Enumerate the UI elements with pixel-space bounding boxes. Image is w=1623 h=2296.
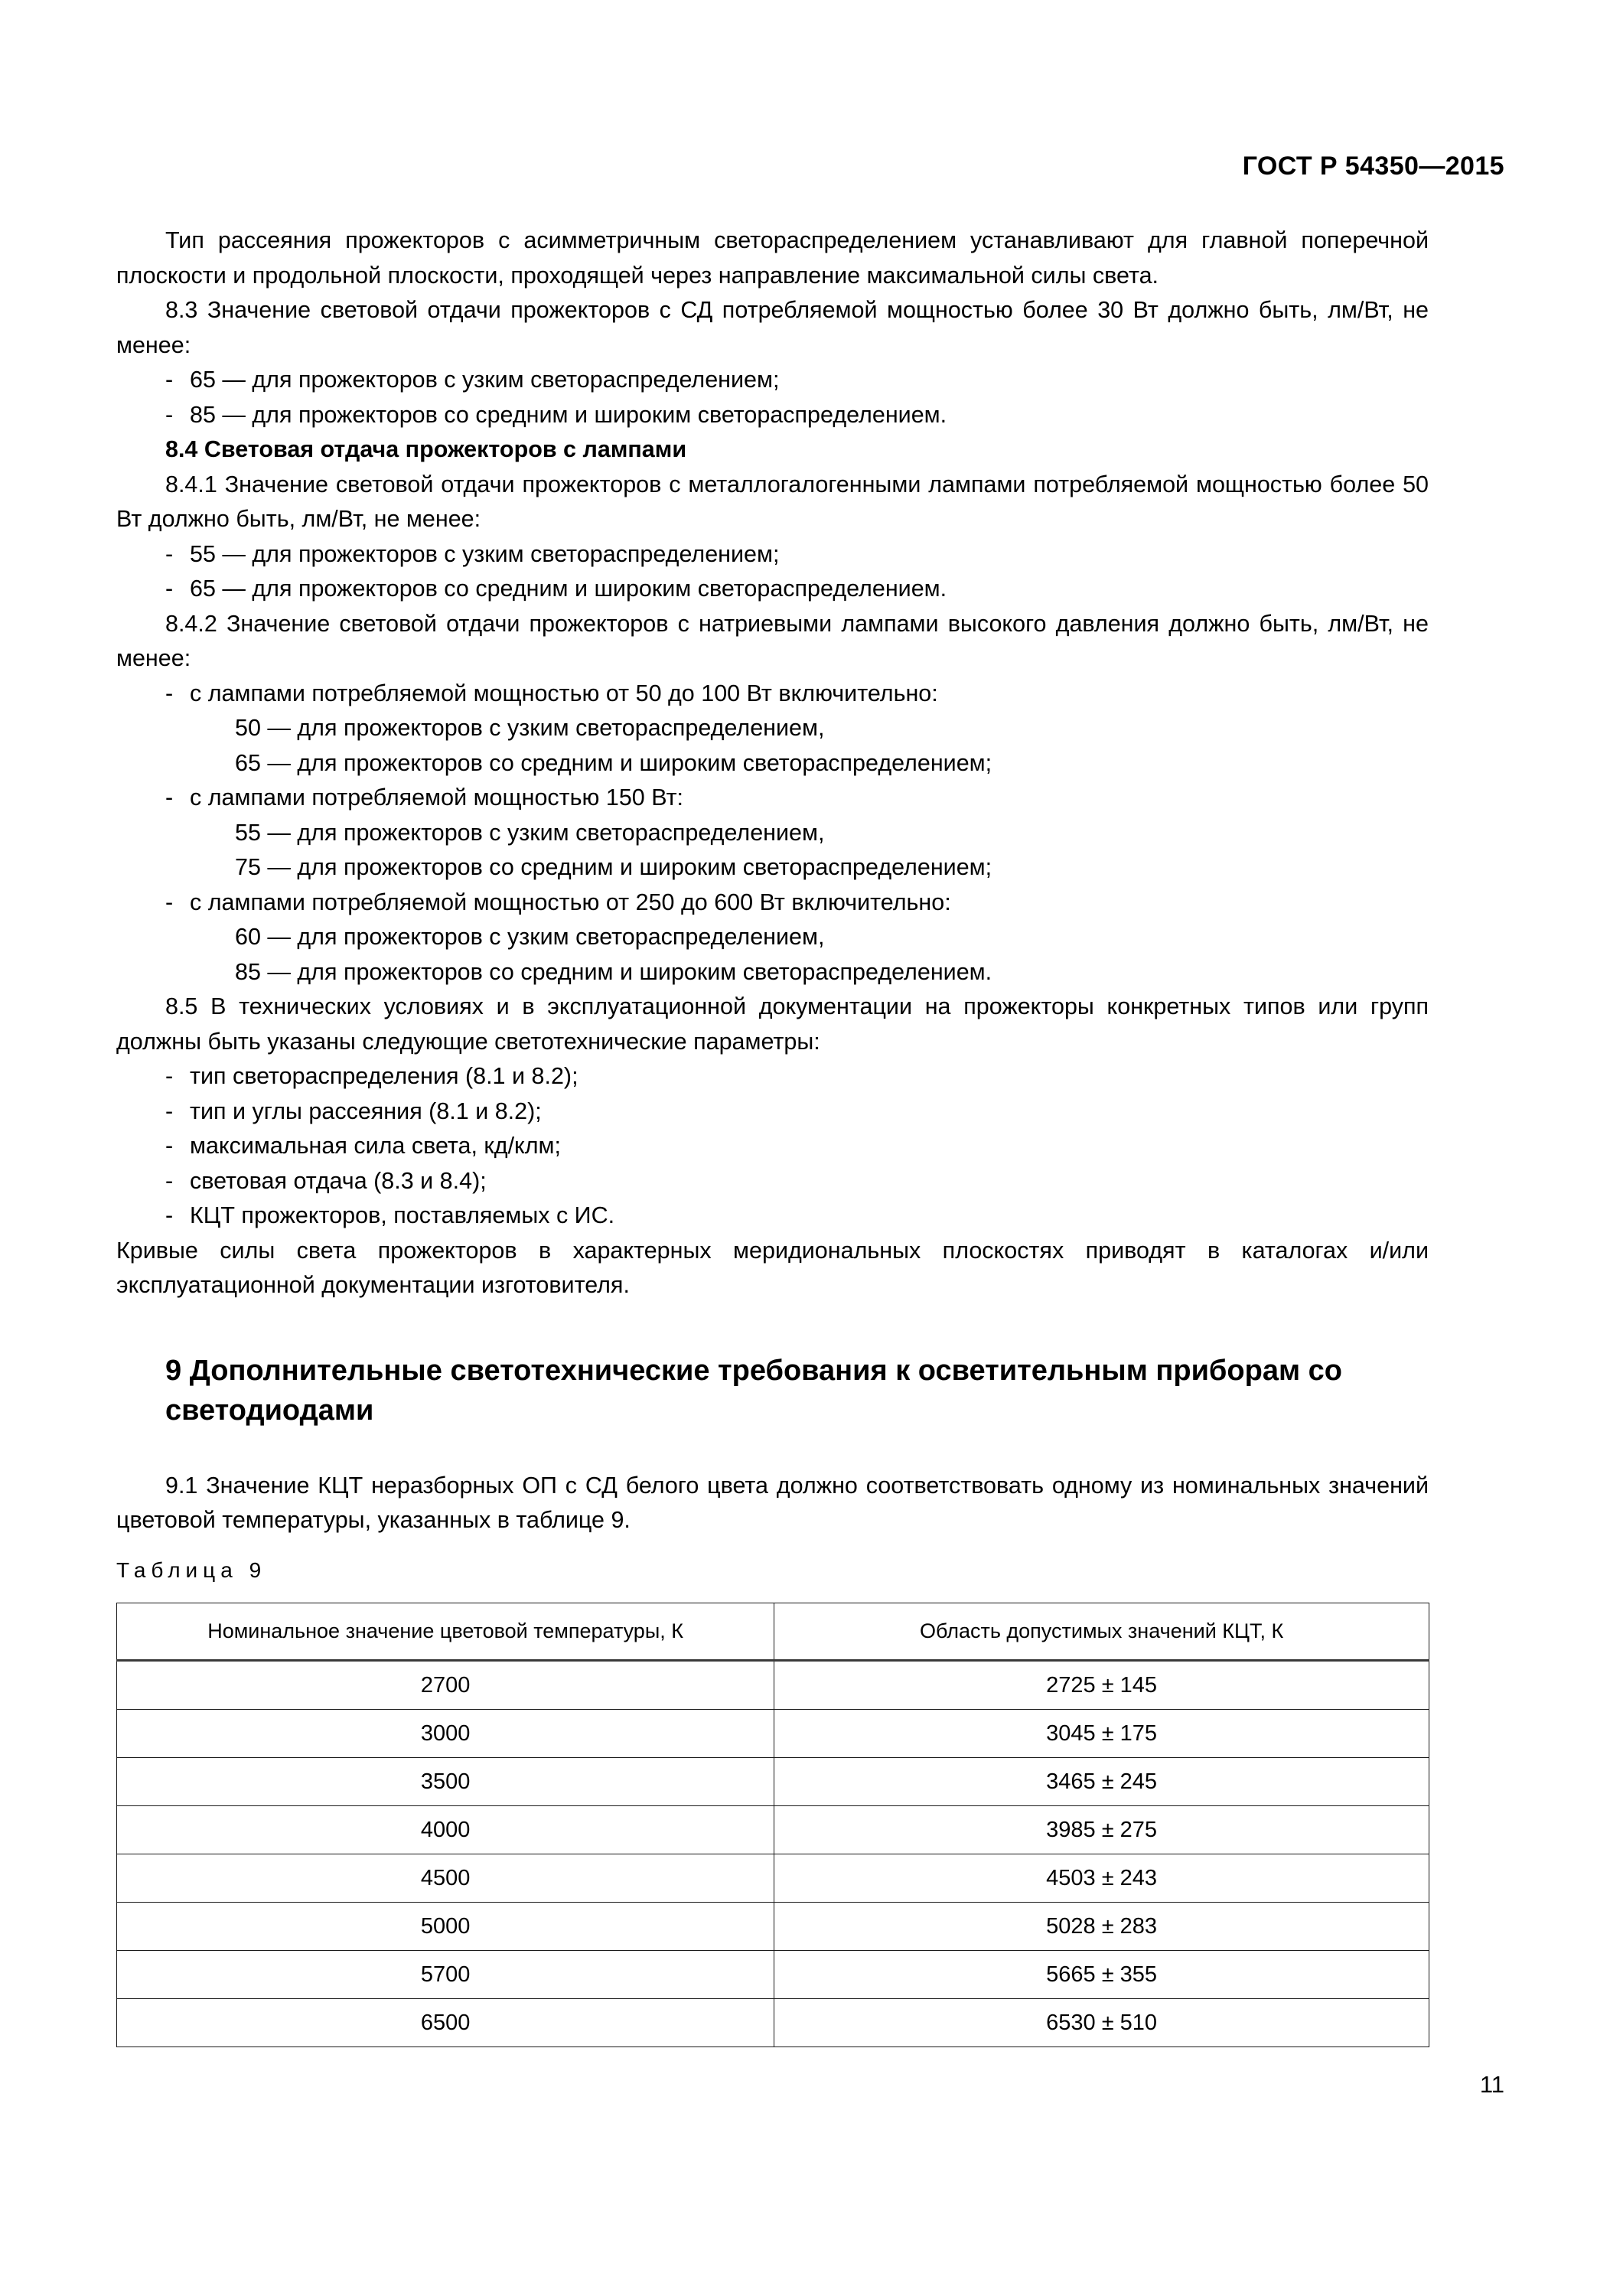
table-cell-range: 6530 ± 510 bbox=[774, 1999, 1429, 2047]
list-item bbox=[116, 572, 1429, 607]
paragraph-8-5: 8.5 В технических условиях и в эксплуатационной документации на прожекторы конкретных типов или групп должны быть указаны следующие светотехнические параметры: bbox=[116, 993, 1429, 1055]
table-column-header-nominal-cct: Номинальное значение цветовой температуры, К bbox=[117, 1603, 774, 1661]
sub-list-item: 60 — для прожекторов с узким светораспределением, bbox=[235, 924, 825, 950]
table-cell-nominal: 3000 bbox=[117, 1710, 774, 1758]
dash-marker: - bbox=[165, 367, 174, 393]
list-8-4-1 bbox=[116, 537, 1429, 607]
list-8-3 bbox=[116, 363, 1429, 432]
table-header-row bbox=[117, 1603, 1429, 1661]
list-item-label: 65 — для прожекторов со средним и широким светораспределением. bbox=[190, 576, 947, 602]
table-cell-range: 3985 ± 275 bbox=[774, 1806, 1429, 1854]
list-item bbox=[116, 781, 1429, 816]
table-cell-nominal: 2700 bbox=[117, 1661, 774, 1710]
table-column-header-allowed-range: Область допустимых значений КЦТ, К bbox=[774, 1603, 1429, 1661]
list-8-4-2 bbox=[116, 677, 1429, 990]
list-item-label: 55 — для прожекторов с узким светораспределением; bbox=[190, 540, 780, 567]
list-item bbox=[116, 1129, 1429, 1164]
paragraph-8-4-1: 8.4.1 Значение световой отдачи прожекторов с металлогалогенными лампами потребляемой мощностью более 50 Вт должно быть, лм/Вт, не менее: bbox=[116, 471, 1429, 532]
table-cell-range: 4503 ± 243 bbox=[774, 1854, 1429, 1903]
sub-list-item: 65 — для прожекторов со средним и широким светораспределением; bbox=[235, 749, 992, 776]
table-cell-nominal: 6500 bbox=[117, 1999, 774, 2047]
list-item bbox=[116, 1094, 1429, 1130]
dash-marker: - bbox=[165, 784, 174, 810]
list-item bbox=[116, 1164, 1429, 1199]
list-item-label: с лампами потребляемой мощностью от 250 до 600 Вт включительно: bbox=[190, 889, 951, 915]
dash-marker: - bbox=[165, 1063, 174, 1089]
paragraph-8-3: 8.3 Значение световой отдачи прожекторов с СД потребляемой мощностью более 30 Вт должно быть, лм/Вт, не менее: bbox=[116, 297, 1429, 358]
table-cell-range: 5028 ± 283 bbox=[774, 1903, 1429, 1951]
list-item-label: КЦТ прожекторов, поставляемых с ИС. bbox=[190, 1202, 615, 1228]
list-item-label: с лампами потребляемой мощностью 150 Вт: bbox=[190, 784, 684, 810]
table-cell-nominal: 5000 bbox=[117, 1903, 774, 1951]
list-item-label: максимальная сила света, кд/клм; bbox=[190, 1133, 561, 1159]
dash-marker: - bbox=[165, 680, 174, 706]
table-row bbox=[117, 1806, 1429, 1854]
paragraph-8-4-2: 8.4.2 Значение световой отдачи прожекторов с натриевыми лампами высокого давления должно быть, лм/Вт, не менее: bbox=[116, 610, 1429, 671]
list-item bbox=[116, 363, 1429, 398]
table-row bbox=[117, 1999, 1429, 2047]
paragraph-light-curves: Кривые силы света прожекторов в характерных меридиональных плоскостях приводят в каталогах и/или эксплуатационной документации изготовителя. bbox=[116, 1237, 1429, 1298]
table-row bbox=[117, 1710, 1429, 1758]
dash-marker: - bbox=[165, 1167, 174, 1194]
list-item bbox=[116, 1059, 1429, 1094]
table-9 bbox=[116, 1603, 1429, 2047]
table-cell-nominal: 4500 bbox=[117, 1854, 774, 1903]
list-item-label: световая отдача (8.3 и 8.4); bbox=[190, 1167, 487, 1194]
section-heading-9: 9 Дополнительные светотехнические требования к осветительным приборам со светодиодами bbox=[165, 1354, 1342, 1427]
list-item-label: тип и углы рассеяния (8.1 и 8.2); bbox=[190, 1097, 542, 1124]
dash-marker: - bbox=[165, 1097, 174, 1124]
running-header-standard-id: ГОСТ Р 54350—2015 bbox=[1242, 152, 1504, 181]
paragraph-9-1: 9.1 Значение КЦТ неразборных ОП с СД белого цвета должно соответствовать одному из номинальных значений цветовой температуры, указанных в таблице 9. bbox=[116, 1472, 1429, 1533]
sub-list-item: 50 — для прожекторов с узким светораспределением, bbox=[235, 715, 825, 741]
table-row bbox=[117, 1661, 1429, 1710]
list-item bbox=[116, 677, 1429, 712]
list-item bbox=[116, 885, 1429, 921]
heading-8-4: 8.4 Световая отдача прожекторов с лампами bbox=[165, 436, 687, 462]
list-8-5 bbox=[116, 1059, 1429, 1234]
vertical-spacer bbox=[116, 1430, 1429, 1469]
paragraph-intro: Тип рассеяния прожекторов с асимметричным светораспределением устанавливают для главной поперечной плоскости и продольной плоскости, проходящей через направление максимальной силы света. bbox=[116, 227, 1429, 289]
table-cell-range: 3045 ± 175 bbox=[774, 1710, 1429, 1758]
table-cell-nominal: 3500 bbox=[117, 1758, 774, 1806]
vertical-spacer bbox=[116, 1303, 1429, 1351]
table-cell-range: 5665 ± 355 bbox=[774, 1951, 1429, 1999]
table-row bbox=[117, 1854, 1429, 1903]
table-row bbox=[117, 1758, 1429, 1806]
sub-list-item: 85 — для прожекторов со средним и широким светораспределением. bbox=[235, 958, 992, 985]
dash-marker: - bbox=[165, 1202, 174, 1228]
table-cell-nominal: 4000 bbox=[117, 1806, 774, 1854]
table-row bbox=[117, 1951, 1429, 1999]
table-cell-range: 3465 ± 245 bbox=[774, 1758, 1429, 1806]
table-cell-range: 2725 ± 145 bbox=[774, 1661, 1429, 1710]
dash-marker: - bbox=[165, 401, 174, 428]
sub-list-item: 55 — для прожекторов с узким светораспределением, bbox=[235, 819, 825, 846]
table-caption: Таблица 9 bbox=[116, 1558, 267, 1582]
list-item bbox=[116, 537, 1429, 572]
list-item-label: 65 — для прожекторов с узким светораспределением; bbox=[190, 367, 780, 393]
list-item bbox=[116, 1199, 1429, 1234]
dash-marker: - bbox=[165, 1133, 174, 1159]
dash-marker: - bbox=[165, 576, 174, 602]
sub-list-item: 75 — для прожекторов со средним и широким светораспределением; bbox=[235, 854, 992, 880]
list-item-label: 85 — для прожекторов со средним и широким светораспределением. bbox=[190, 401, 947, 428]
page-number: 11 bbox=[1479, 2071, 1504, 2098]
list-item-label: тип светораспределения (8.1 и 8.2); bbox=[190, 1063, 578, 1089]
table-cell-nominal: 5700 bbox=[117, 1951, 774, 1999]
list-item bbox=[116, 398, 1429, 433]
body-text-block bbox=[116, 223, 1429, 1538]
dash-marker: - bbox=[165, 889, 174, 915]
list-item-label: с лампами потребляемой мощностью от 50 до 100 Вт включительно: bbox=[190, 680, 938, 706]
dash-marker: - bbox=[165, 540, 174, 567]
table-row bbox=[117, 1903, 1429, 1951]
